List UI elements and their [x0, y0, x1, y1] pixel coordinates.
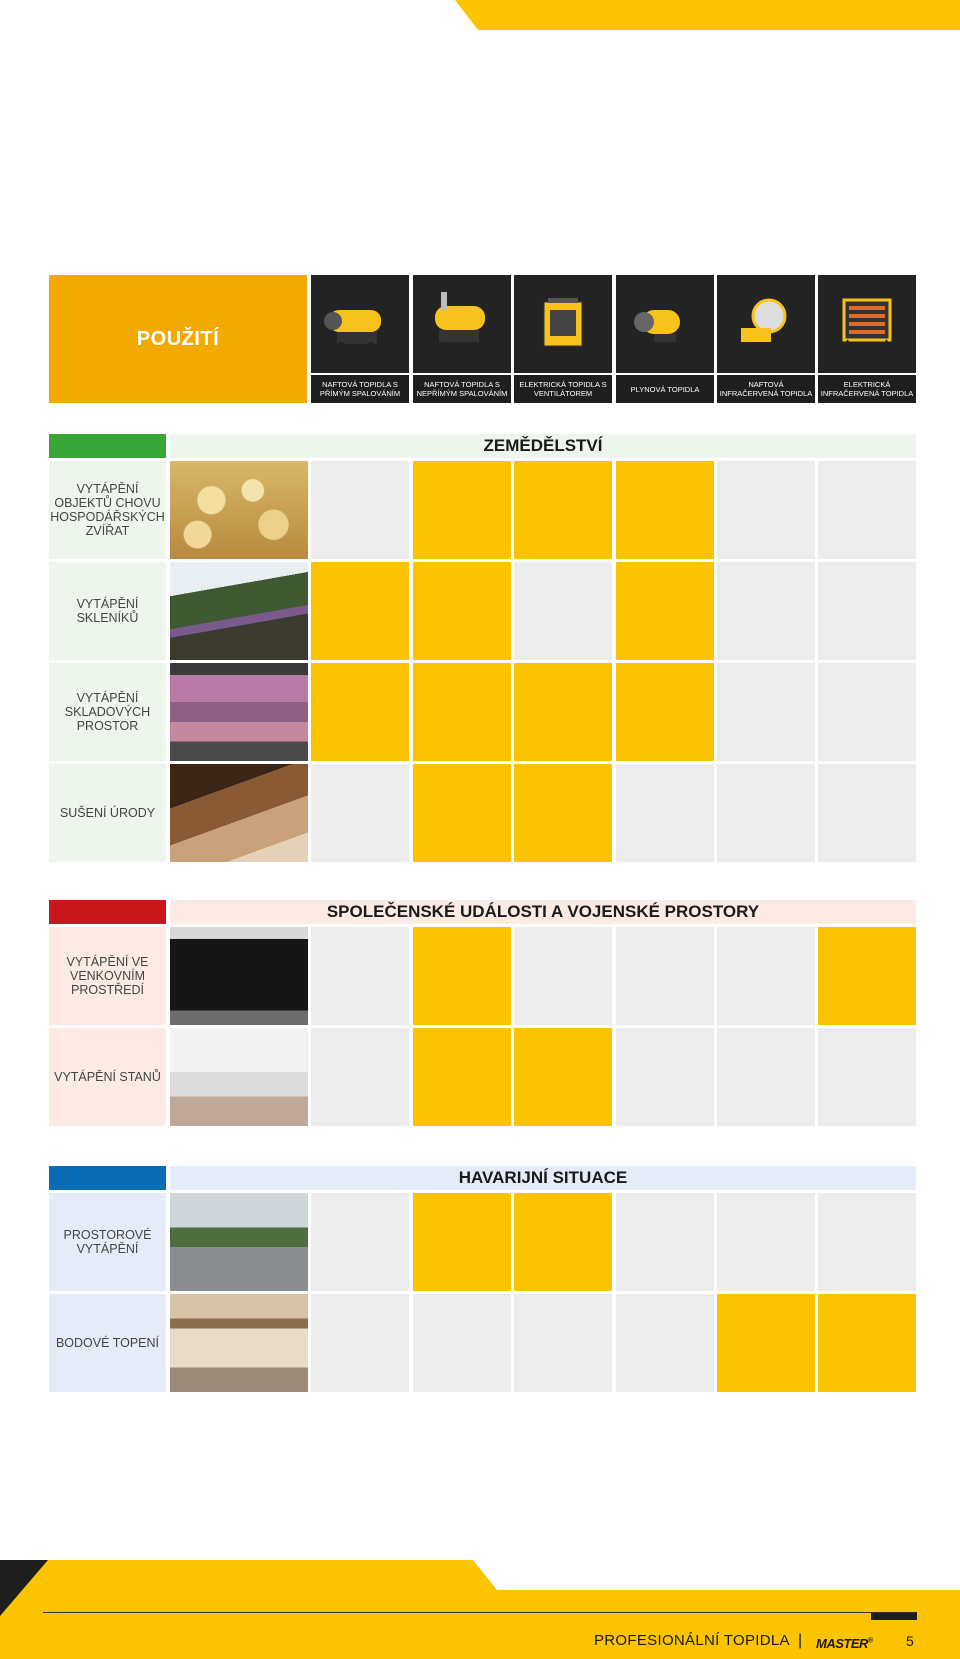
product-label: ELEKTRICKÁ TOPIDLA S VENTILÁTOREM	[514, 373, 612, 403]
empty-cell	[514, 927, 612, 1025]
row-label: VYTÁPĚNÍ SKLADOVÝCH PROSTOR	[49, 663, 166, 761]
empty-cell	[818, 764, 916, 862]
poultry-photo	[170, 461, 308, 559]
page-title: POUŽITÍ	[49, 275, 307, 403]
brand-registered-mark: ®	[867, 1637, 873, 1645]
suitable-cell	[413, 927, 511, 1025]
row-label: VYTÁPĚNÍ SKLENÍKŮ	[49, 562, 166, 660]
empty-cell	[311, 1028, 409, 1126]
row-label: VYTÁPĚNÍ STANŮ	[49, 1028, 166, 1126]
infrared-oil-heater-icon	[717, 275, 815, 373]
suitable-cell	[616, 562, 714, 660]
product-label: NAFTOVÁ TOPIDLA S NEPŘÍMÝM SPALOVÁNÍM	[413, 373, 511, 403]
empty-cell	[514, 1294, 612, 1392]
section-title: HAVARIJNÍ SITUACE	[170, 1166, 916, 1190]
suitable-cell	[413, 562, 511, 660]
direct-oil-heater-icon	[311, 275, 409, 373]
suitable-cell	[514, 1028, 612, 1126]
suitable-cell	[514, 764, 612, 862]
empty-cell	[717, 461, 815, 559]
section-title: SPOLEČENSKÉ UDÁLOSTI A VOJENSKÉ PROSTORY	[170, 900, 916, 924]
empty-cell	[717, 1193, 815, 1291]
suitable-cell	[413, 1193, 511, 1291]
product-label: PLYNOVÁ TOPIDLA	[616, 373, 714, 403]
footer-separator: |	[798, 1632, 803, 1649]
empty-cell	[311, 764, 409, 862]
suitable-cell	[514, 1193, 612, 1291]
infrared-electric-heater-icon	[818, 275, 916, 373]
tent-photo	[170, 1028, 308, 1126]
section-color-bar	[49, 900, 166, 924]
product-label: NAFTOVÁ TOPIDLA S PŘÍMÝM SPALOVÁNÍM	[311, 373, 409, 403]
section-color-bar	[49, 1166, 166, 1190]
empty-cell	[818, 461, 916, 559]
empty-cell	[311, 1193, 409, 1291]
empty-cell	[717, 927, 815, 1025]
empty-cell	[616, 1028, 714, 1126]
suitable-cell	[717, 1294, 815, 1392]
empty-cell	[717, 663, 815, 761]
suitable-cell	[514, 461, 612, 559]
row-label: VYTÁPĚNÍ VE VENKOVNÍM PROSTŘEDÍ	[49, 927, 166, 1025]
product-label: ELEKTRICKÁ INFRAČERVENÁ TOPIDLA	[818, 373, 916, 403]
crop-drying-photo	[170, 764, 308, 862]
footer-title: PROFESIONÁLNÍ TOPIDLA	[594, 1632, 790, 1649]
suitable-cell	[818, 1294, 916, 1392]
suitable-cell	[413, 461, 511, 559]
empty-cell	[717, 562, 815, 660]
footer-rule	[43, 1612, 915, 1613]
empty-cell	[514, 562, 612, 660]
empty-cell	[311, 927, 409, 1025]
empty-cell	[818, 663, 916, 761]
suitable-cell	[413, 1028, 511, 1126]
greenhouse-photo	[170, 562, 308, 660]
row-label: PROSTOROVÉ VYTÁPĚNÍ	[49, 1193, 166, 1291]
suitable-cell	[413, 764, 511, 862]
empty-cell	[717, 1028, 815, 1126]
suitable-cell	[616, 461, 714, 559]
indirect-oil-heater-icon	[413, 275, 511, 373]
suitable-cell	[311, 663, 409, 761]
empty-cell	[818, 1028, 916, 1126]
top-decor-band	[0, 0, 960, 30]
empty-cell	[818, 1193, 916, 1291]
empty-cell	[311, 461, 409, 559]
empty-cell	[616, 1193, 714, 1291]
empty-cell	[616, 1294, 714, 1392]
empty-cell	[311, 1294, 409, 1392]
rescue-site-photo	[170, 1193, 308, 1291]
renovation-photo	[170, 1294, 308, 1392]
row-label: SUŠENÍ ÚRODY	[49, 764, 166, 862]
suitable-cell	[818, 927, 916, 1025]
row-label: VYTÁPĚNÍ OBJEKTŮ CHOVU HOSPODÁŘSKÝCH ZVÍŘAT	[49, 461, 166, 559]
warehouse-photo	[170, 663, 308, 761]
empty-cell	[616, 927, 714, 1025]
empty-cell	[413, 1294, 511, 1392]
row-label: BODOVÉ TOPENÍ	[49, 1294, 166, 1392]
suitable-cell	[311, 562, 409, 660]
suitable-cell	[413, 663, 511, 761]
empty-cell	[717, 764, 815, 862]
product-label: NAFTOVÁ INFRAČERVENÁ TOPIDLA	[717, 373, 815, 403]
empty-cell	[818, 562, 916, 660]
section-title: ZEMĚDĚLSTVÍ	[170, 434, 916, 458]
outdoor-stage-photo	[170, 927, 308, 1025]
brand-name: MASTER	[816, 1636, 868, 1651]
page-number: 5	[906, 1633, 914, 1649]
master-logo	[816, 1636, 873, 1651]
gas-heater-icon	[616, 275, 714, 373]
empty-cell	[616, 764, 714, 862]
suitable-cell	[514, 663, 612, 761]
suitable-cell	[616, 663, 714, 761]
electric-fan-heater-icon	[514, 275, 612, 373]
section-color-bar	[49, 434, 166, 458]
